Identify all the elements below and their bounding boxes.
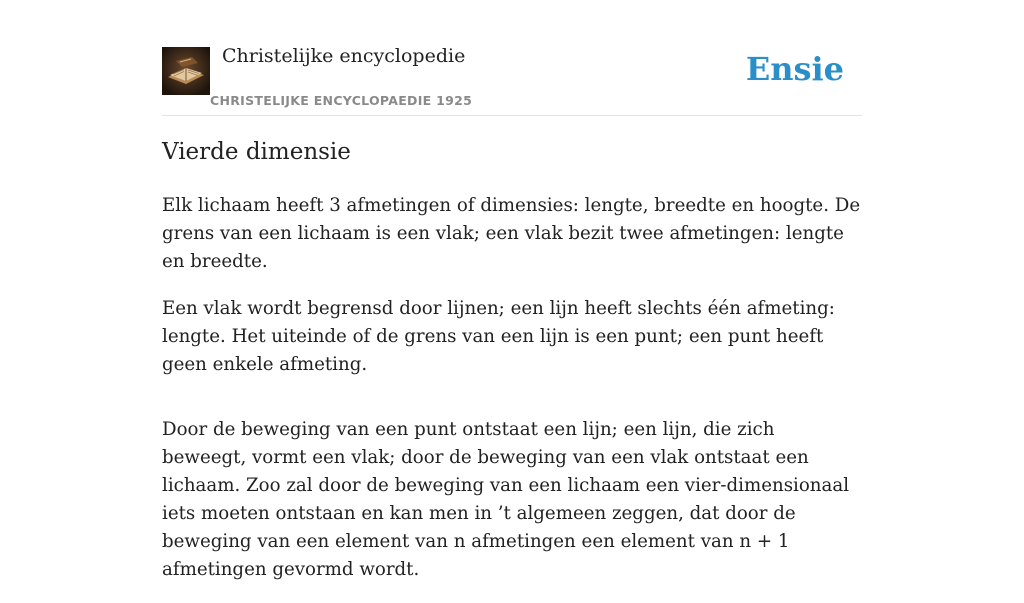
site-name[interactable]: Christelijke encyclopedie [222,45,466,67]
article-paragraph-1: Elk lichaam heeft 3 afmetingen of dimensies: lengte, breedte en hoogte. De grens van een lichaam is een vlak; een vlak bezit twee afmetingen: lengte en breedte. [162,195,861,272]
encyclopedia-subtitle[interactable]: CHRISTELIJKE ENCYCLOPAEDIE 1925 [210,93,473,108]
article-paragraph-2: Een vlak wordt begrensd door lijnen; een lijn heeft slechts één afmeting: lengte. Het uiteinde of de grens van een lijn is een punt; een punt heeft geen enkele afmeting. [162,298,835,375]
article-title: Vierde dimensie [162,139,351,165]
avatar[interactable] [162,47,210,95]
book-photo-icon [162,47,210,95]
brand-logo-link[interactable]: Ensie [745,50,844,88]
article-paragraph-3: Door de beweging van een punt ontstaat een lijn; een lijn, die zich beweegt, vormt een vlak; door de beweging van een vlak ontstaat een lichaam. Zoo zal door de beweging van een lichaam een vier-dimensionaal iets moeten ontstaan en kan men in ’t algemeen zeggen, dat door de beweging van een element van n afmetingen een element van n + 1 afmetingen gevormd wordt. [162,419,850,580]
article-body [162,192,862,603]
site-header [162,40,862,116]
